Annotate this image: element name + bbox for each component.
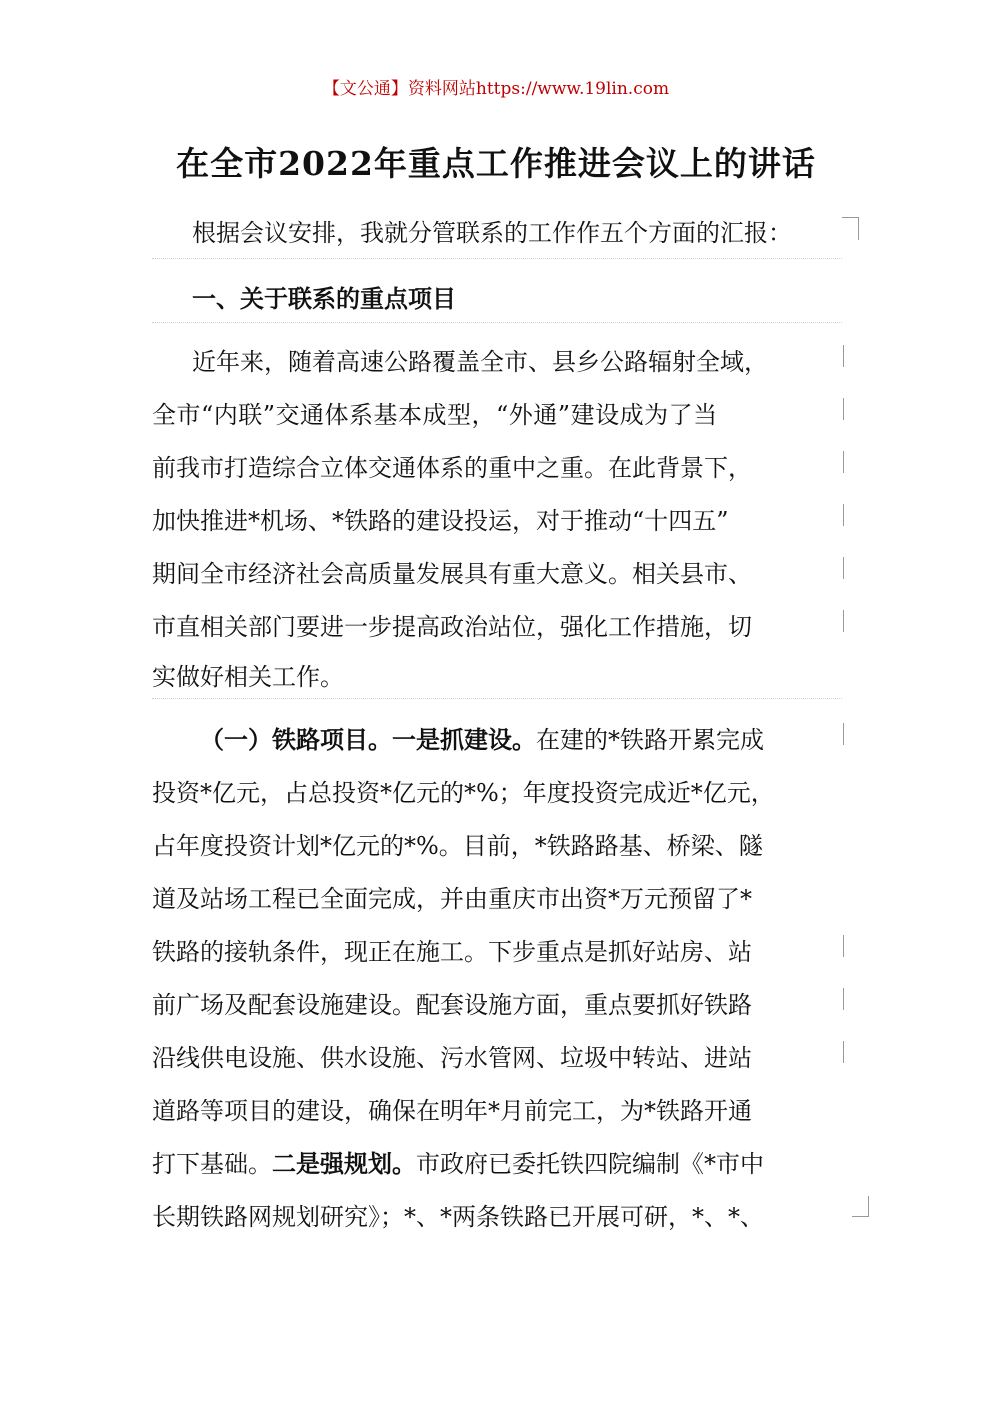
paragraph-line: 实做好相关工作。 — [152, 663, 344, 691]
paragraph-line: 全市“内联”交通体系基本成型，“外通”建设成为了当 — [152, 401, 718, 429]
margin-mark — [843, 935, 844, 957]
margin-mark — [843, 504, 844, 526]
paragraph-line: 道路等项目的建设，确保在明年*月前完工，为*铁路开通 — [152, 1097, 752, 1125]
paragraph-text: 在建的*铁路开累完成 — [536, 726, 764, 754]
paragraph-line: 投资*亿元，占总投资*亿元的*%；年度投资完成近*亿元， — [152, 779, 775, 807]
section-heading: 一、关于联系的重点项目 — [192, 284, 456, 313]
paragraph-line — [200, 725, 842, 755]
paragraph-line: 前广场及配套设施建设。配套设施方面，重点要抓好铁路 — [152, 991, 752, 1019]
margin-mark — [843, 1041, 844, 1063]
paragraph-line: 长期铁路网规划研究》；*、*两条铁路已开展可研，*、*、 — [152, 1203, 764, 1231]
paragraph-line: 前我市打造综合立体交通体系的重中之重。在此背景下， — [152, 454, 752, 482]
site-header-link[interactable]: 【文公通】资料网站https://www.19lin.com — [322, 79, 670, 99]
paragraph-text: 市政府已委托铁四院编制《*市中 — [416, 1150, 764, 1178]
paragraph-line: 期间全市经济社会高质量发展具有重大意义。相关县市、 — [152, 560, 752, 588]
paragraph-line — [152, 1149, 842, 1179]
margin-corner-mark — [842, 217, 859, 240]
margin-corner-mark — [852, 1196, 869, 1217]
subsection-heading: 二是强规划。 — [272, 1149, 416, 1178]
subsection-heading: （一）铁路项目。一是抓建设。 — [200, 725, 536, 754]
paragraph-divider — [152, 322, 842, 323]
margin-mark — [843, 557, 844, 579]
paragraph-line: 加快推进*机场、*铁路的建设投运，对于推动“十四五” — [152, 507, 729, 535]
margin-mark — [843, 723, 844, 745]
margin-mark — [843, 345, 844, 367]
paragraph-divider — [152, 258, 842, 259]
paragraph-line: 市直相关部门要进一步提高政治站位，强化工作措施，切 — [152, 613, 752, 641]
paragraph-line: 沿线供电设施、供水设施、污水管网、垃圾中转站、进站 — [152, 1044, 752, 1072]
paragraph-line: 铁路的接轨条件，现正在施工。下步重点是抓好站房、站 — [152, 938, 752, 966]
paragraph-divider — [152, 698, 842, 699]
paragraph-line: 道及站场工程已全面完成，并由重庆市出资*万元预留了* — [152, 885, 752, 913]
margin-mark — [843, 610, 844, 632]
intro-paragraph: 根据会议安排，我就分管联系的工作作五个方面的汇报： — [192, 219, 792, 247]
margin-mark — [843, 988, 844, 1010]
margin-mark — [843, 398, 844, 420]
paragraph-text: 打下基础。 — [152, 1150, 272, 1178]
margin-mark — [843, 451, 844, 473]
paragraph-line: 占年度投资计划*亿元的*%。目前，*铁路路基、桥梁、隧 — [152, 832, 763, 860]
paragraph-line: 近年来，随着高速公路覆盖全市、县乡公路辐射全域， — [192, 348, 768, 376]
document-title: 在全市2022年重点工作推进会议上的讲话 — [176, 144, 816, 183]
